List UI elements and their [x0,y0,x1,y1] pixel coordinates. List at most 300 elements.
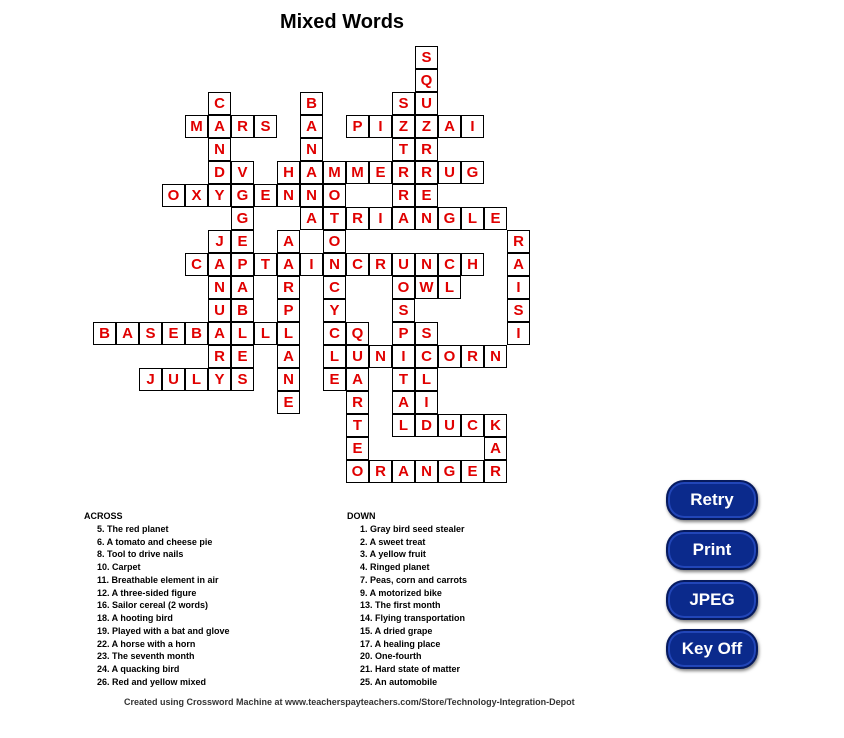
grid-cell[interactable] [415,345,438,368]
across-clue: 11. Breathable element in air [97,574,219,585]
grid-cell[interactable] [369,345,392,368]
grid-cell[interactable] [208,161,231,184]
down-clue: 17. A healing place [360,638,441,649]
across-clue: 23. The seventh month [97,651,195,662]
grid-cell[interactable] [346,391,369,414]
grid-cell[interactable] [438,460,461,483]
grid-cell-letter: N [421,210,432,227]
grid-cell-letter: C [352,256,363,273]
across-clue: 5. The red planet [97,523,169,534]
grid-cell[interactable] [185,253,208,276]
grid-cell-letter: M [351,164,364,181]
grid-cell-letter: R [237,118,248,135]
grid-cell[interactable] [277,368,300,391]
down-heading: DOWN [347,511,376,521]
grid-cell[interactable] [323,161,346,184]
grid-cell[interactable] [392,391,415,414]
grid-cell[interactable] [369,460,392,483]
grid-cell-letter: R [352,394,363,411]
grid-cell-letter: X [191,187,202,204]
grid-cell-letter: A [214,325,225,342]
across-clues [84,510,230,689]
grid-cell-letter: A [513,256,524,273]
grid-cell[interactable] [438,276,461,299]
grid-cell[interactable] [300,161,323,184]
down-clue: 15. A dried grape [360,625,433,636]
grid-cell-letter: E [237,233,248,250]
grid-cell[interactable] [346,368,369,391]
grid-cell[interactable] [415,414,438,437]
across-clue: 8. Tool to drive nails [97,549,184,560]
grid-cell[interactable] [484,414,507,437]
key-off-button[interactable]: Key Off [666,629,758,669]
grid-cell[interactable] [484,437,507,460]
grid-cell-letter: I [470,118,475,135]
grid-cell[interactable] [139,368,162,391]
credit-text: Created using Crossword Machine at www.teacherspayteachers.com/Store/Technology-Integration-Depot [124,697,575,707]
grid-cell-letter: E [421,187,432,204]
grid-cell-letter: O [443,348,456,365]
grid-cell[interactable] [231,115,254,138]
grid-cell-letter: N [214,279,225,296]
grid-cell-letter: L [237,325,248,342]
grid-cell[interactable] [208,92,231,115]
grid-cell-letter: C [329,325,340,342]
grid-cell[interactable] [415,253,438,276]
grid-cell-letter: B [191,325,202,342]
grid-cell-letter: P [283,302,294,319]
grid-cell[interactable] [162,322,185,345]
grid-cell[interactable] [392,138,415,161]
grid-cell-letter: U [168,371,179,388]
grid-cell-letter: T [398,141,409,158]
grid-cell[interactable] [461,460,484,483]
grid-cell-letter: A [237,279,248,296]
grid-cell[interactable] [208,138,231,161]
grid-cell-letter: R [513,233,524,250]
across-clue: 18. A hooting bird [97,613,173,623]
grid-cell-letter: A [306,118,317,135]
grid-cell-letter: V [237,164,248,181]
grid-cell[interactable] [392,184,415,207]
grid-cell-letter: O [351,463,364,480]
grid-cell[interactable] [323,299,346,322]
grid-cell-letter: Z [421,118,432,135]
grid-cell[interactable] [461,253,484,276]
grid-cell[interactable] [461,345,484,368]
grid-cell-letter: A [490,440,501,457]
grid-cell[interactable] [162,368,185,391]
grid-cell[interactable] [461,414,484,437]
grid-cell-letter: Z [398,118,409,135]
grid-cell-letter: R [352,210,363,227]
grid-cell[interactable] [208,299,231,322]
down-clues [347,510,467,689]
grid-cell-letter: E [168,325,179,342]
grid-cell[interactable] [507,276,530,299]
grid-cell[interactable] [392,92,415,115]
grid-cell[interactable] [277,161,300,184]
grid-cell[interactable] [277,299,300,322]
grid-cell-letter: B [237,302,248,319]
grid-cell-letter: A [398,210,409,227]
grid-cell-letter: J [215,233,224,250]
grid-cell-letter: S [398,302,409,319]
grid-cell-letter: U [444,417,455,434]
grid-cell[interactable] [254,184,277,207]
grid-cell-letter: Q [351,325,364,342]
grid-cell[interactable] [346,414,369,437]
grid-cell-letter: L [283,325,294,342]
across-clue: 19. Played with a bat and glove [97,625,230,636]
grid-cell-letter: I [516,279,521,296]
grid-cell[interactable] [323,253,346,276]
grid-cell[interactable] [277,184,300,207]
grid-cell-letter: N [375,348,386,365]
across-clue: 10. Carpet [97,562,141,572]
grid-cell[interactable] [346,322,369,345]
grid-cell[interactable] [369,207,392,230]
jpeg-button[interactable]: JPEG [666,580,758,620]
grid-cell[interactable] [392,207,415,230]
grid-cell[interactable] [277,253,300,276]
grid-cell-letter: O [397,279,410,296]
grid-cell-letter: A [283,233,294,250]
grid-cell[interactable] [415,460,438,483]
grid-cell[interactable] [392,345,415,368]
down-clue: 21. Hard state of matter [360,664,461,674]
grid-cell[interactable] [300,138,323,161]
across-clue: 24. A quacking bird [97,664,180,674]
grid-cell[interactable] [323,276,346,299]
grid-cell-letter: E [329,371,340,388]
grid-cell[interactable] [415,207,438,230]
grid-cell[interactable] [231,322,254,345]
grid-cell[interactable] [415,184,438,207]
down-clue: 7. Peas, corn and carrots [360,574,468,585]
grid-cell-letter: G [443,463,456,480]
grid-cell[interactable] [392,368,415,391]
grid-cell[interactable] [208,368,231,391]
grid-cell[interactable] [392,414,415,437]
down-clue: 1. Gray bird seed stealer [360,523,465,534]
grid-cell-letter: I [378,210,383,227]
grid-cell[interactable] [323,184,346,207]
grid-cell-letter: L [421,371,432,388]
down-clue: 3. A yellow fruit [360,549,426,560]
grid-cell-letter: A [122,325,133,342]
grid-cell-letter: E [375,164,386,181]
grid-cell[interactable] [231,276,254,299]
grid-cell[interactable] [231,207,254,230]
retry-button[interactable]: Retry [666,480,758,520]
grid-cell[interactable] [277,276,300,299]
grid-cell[interactable] [208,184,231,207]
grid-cell[interactable] [346,115,369,138]
grid-cell-letter: G [236,210,249,227]
grid-cell-letter: R [375,463,386,480]
down-clue: 13. The first month [360,600,441,611]
grid-cell-letter: U [444,164,455,181]
grid-cell[interactable] [415,46,438,69]
grid-cell[interactable] [185,115,208,138]
grid-cell[interactable] [415,276,438,299]
grid-cell[interactable] [277,345,300,368]
page-title: Mixed Words [279,11,405,33]
grid-cell[interactable] [438,207,461,230]
grid-cell[interactable] [415,322,438,345]
grid-cell[interactable] [300,253,323,276]
grid-cell-letter: D [421,417,432,434]
grid-cell-letter: O [328,233,341,250]
grid-cell[interactable] [346,207,369,230]
grid-cell-letter: L [467,210,478,227]
grid-cell-letter: A [306,164,317,181]
grid-cell[interactable] [507,322,530,345]
grid-cell[interactable] [392,322,415,345]
grid-cell-letter: O [167,187,180,204]
grid-cell-letter: P [352,118,363,135]
grid-cell-letter: Y [214,187,225,204]
grid-cell-letter: J [146,371,155,388]
grid-cell-letter: M [190,118,203,135]
grid-cell-letter: H [467,256,478,273]
grid-cell-letter: C [467,417,478,434]
grid-cell-letter: N [329,256,340,273]
grid-cell[interactable] [231,253,254,276]
grid-cell-letter: I [401,348,406,365]
grid-cell[interactable] [346,345,369,368]
grid-cell[interactable] [369,161,392,184]
grid-cell-letter: E [490,210,501,227]
grid-cell-letter: R [283,279,294,296]
grid-cell-letter: R [398,164,409,181]
grid-cell-letter: A [306,210,317,227]
grid-cell-letter: L [191,371,202,388]
grid-cell[interactable] [438,161,461,184]
grid-cell[interactable] [323,368,346,391]
across-clue: 22. A horse with a horn [97,638,196,649]
grid-cell[interactable] [277,230,300,253]
grid-cell-letter: R [421,141,432,158]
grid-cell[interactable] [277,322,300,345]
grid-cell-letter: S [260,118,271,135]
grid-cell[interactable] [116,322,139,345]
grid-cell[interactable] [484,207,507,230]
grid-cell-letter: W [419,279,434,296]
grid-cell[interactable] [438,345,461,368]
grid-cell[interactable] [507,299,530,322]
grid-cell[interactable] [461,161,484,184]
grid-cell[interactable] [346,253,369,276]
grid-cell[interactable] [185,322,208,345]
grid-cell-letter: Q [420,72,433,89]
grid-cell[interactable] [346,460,369,483]
grid-cell[interactable] [208,115,231,138]
grid-cell-letter: E [467,463,478,480]
grid-cell-letter: A [283,256,294,273]
across-clue: 26. Red and yellow mixed [97,676,207,687]
grid-cell[interactable] [323,230,346,253]
grid-cell-letter: B [99,325,110,342]
grid-cell[interactable] [438,115,461,138]
grid-cell-letter: M [328,164,341,181]
grid-cell[interactable] [415,138,438,161]
grid-cell[interactable] [208,322,231,345]
across-clue: 16. Sailor cereal (2 words) [97,600,209,611]
grid-cell-letter: E [352,440,363,457]
grid-cell-letter: E [283,394,294,411]
grid-cell-letter: N [421,463,432,480]
grid-cell[interactable] [185,368,208,391]
grid-cell-letter: N [283,371,294,388]
grid-cell[interactable] [346,437,369,460]
grid-cell[interactable] [162,184,185,207]
across-heading: ACROSS [84,511,123,521]
grid-cell[interactable] [231,299,254,322]
grid-cell[interactable] [392,299,415,322]
grid-cell[interactable] [208,253,231,276]
grid-cell-letter: G [466,164,479,181]
grid-cell[interactable] [231,345,254,368]
grid-cell[interactable] [254,115,277,138]
grid-cell-letter: T [260,256,271,273]
grid-cell-letter: P [237,256,248,273]
grid-cell[interactable] [231,230,254,253]
grid-cell[interactable] [484,460,507,483]
grid-cell-letter: N [490,348,501,365]
grid-cell-letter: E [237,348,248,365]
grid-cell[interactable] [415,69,438,92]
grid-cell[interactable] [392,161,415,184]
grid-cell-letter: L [444,279,455,296]
down-clue: 20. One-fourth [360,651,422,662]
grid-cell-letter: I [516,325,521,342]
grid-cell[interactable] [208,276,231,299]
grid-cell-letter: K [490,417,501,434]
grid-cell[interactable] [392,253,415,276]
grid-cell-letter: S [237,371,248,388]
grid-cell-letter: A [398,463,409,480]
grid-cell[interactable] [208,345,231,368]
grid-cell[interactable] [323,322,346,345]
grid-cell-letter: H [283,164,294,181]
grid-cell[interactable] [300,115,323,138]
grid-cell[interactable] [415,92,438,115]
grid-cell[interactable] [231,368,254,391]
grid-cell[interactable] [438,414,461,437]
grid-cell[interactable] [369,253,392,276]
grid-cell-letter: U [398,256,409,273]
down-clue: 14. Flying transportation [360,613,466,623]
grid-cell-letter: B [306,95,317,112]
grid-cell-letter: T [352,417,363,434]
grid-cell[interactable] [300,92,323,115]
grid-cell-letter: Y [214,371,225,388]
grid-cell[interactable] [300,184,323,207]
grid-cell-letter: A [214,256,225,273]
grid-cell-letter: L [260,325,271,342]
grid-cell[interactable] [392,276,415,299]
grid-cell[interactable] [208,230,231,253]
grid-cell-letter: D [214,164,225,181]
grid-cell-letter: E [260,187,271,204]
grid-cell[interactable] [392,115,415,138]
grid-cell-letter: N [214,141,225,158]
grid-cell[interactable] [415,391,438,414]
grid-cell-letter: A [352,371,363,388]
grid-cell[interactable] [277,391,300,414]
grid-cell-letter: N [283,187,294,204]
grid-cell-letter: N [306,141,317,158]
grid-cell-letter: G [443,210,456,227]
across-clue: 12. A three-sided figure [97,587,197,598]
grid-cell-letter: T [398,371,409,388]
grid-cell-letter: L [398,417,409,434]
grid-cell-letter: G [236,187,249,204]
grid-cell[interactable] [231,161,254,184]
grid-cell[interactable] [507,230,530,253]
grid-cell-letter: S [421,325,432,342]
grid-cell-letter: I [424,394,429,411]
grid-cell[interactable] [323,207,346,230]
grid-cell-letter: A [398,394,409,411]
grid-cell-letter: P [398,325,409,342]
down-clue: 9. A motorized bike [360,587,442,598]
down-clue: 4. Ringed planet [360,562,430,572]
grid-cell-letter: I [309,256,314,273]
grid-cell-letter: T [329,210,340,227]
grid-cell[interactable] [438,253,461,276]
grid-cell[interactable] [185,184,208,207]
grid-cell-letter: R [421,164,432,181]
grid-cell-letter: N [421,256,432,273]
grid-cell[interactable] [231,184,254,207]
grid-cell[interactable] [254,322,277,345]
grid-cell[interactable] [415,368,438,391]
print-button[interactable]: Print [666,530,758,570]
grid-cell[interactable] [254,253,277,276]
grid-cell[interactable] [415,161,438,184]
grid-cell-letter: S [513,302,524,319]
grid-cell-letter: S [398,95,409,112]
grid-cell-letter: L [329,348,340,365]
grid-cell-letter: S [145,325,156,342]
grid-cell-letter: C [214,95,225,112]
grid-cell[interactable] [93,322,116,345]
grid-cell-letter: C [421,348,432,365]
grid-cell[interactable] [323,345,346,368]
grid-cell-letter: Y [329,302,340,319]
grid-cell[interactable] [300,207,323,230]
grid-cell-letter: C [444,256,455,273]
down-clue: 2. A sweet treat [360,536,426,547]
grid-cell[interactable] [139,322,162,345]
grid-cell-letter: A [283,348,294,365]
grid-cell[interactable] [484,345,507,368]
down-clue: 25. An automobile [360,676,438,687]
grid-cell[interactable] [392,460,415,483]
grid-cell[interactable] [507,253,530,276]
grid-cell-letter: A [444,118,455,135]
grid-cell[interactable] [369,115,392,138]
grid-cell[interactable] [346,161,369,184]
grid-cell[interactable] [415,115,438,138]
grid-cell-letter: A [214,118,225,135]
grid-cell[interactable] [461,207,484,230]
grid-cell-letter: C [191,256,202,273]
grid-cell[interactable] [461,115,484,138]
